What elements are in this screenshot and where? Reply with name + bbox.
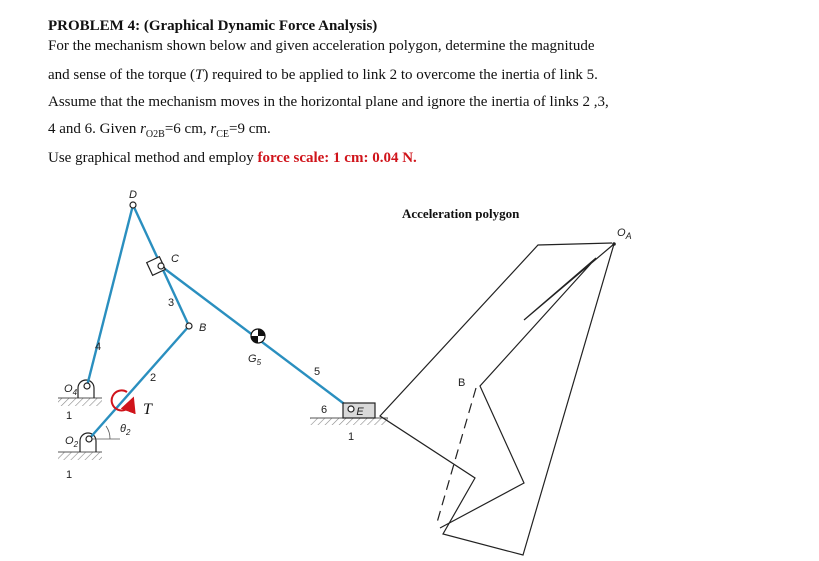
link-4: [87, 205, 133, 386]
label-b: B: [199, 322, 207, 334]
label-o4: $O_4$: [64, 383, 78, 397]
label-e: E: [356, 406, 364, 418]
label-link-2: 2: [150, 372, 157, 384]
force-scale: force scale: 1 cm: 0.04 N.: [257, 150, 417, 166]
joint-b: [186, 323, 192, 329]
mechanism: [58, 189, 388, 481]
problem-title: PROBLEM 4: (Graphical Dynamic Force Analysis): [48, 18, 378, 34]
problem-text-line-3: Assume that the mechanism moves in the horizontal plane and ignore the inertia of links 2 ,3,: [48, 94, 609, 110]
joint-o4: [84, 383, 90, 389]
polygon-origin-point: [612, 242, 616, 246]
label-link-3: 3: [168, 297, 175, 309]
joint-e: [348, 406, 354, 412]
problem-text-line-5: Use graphical method and employ force scale: 1 cm: 0.04 N.: [48, 150, 417, 166]
label-g5: $G_5$: [248, 353, 262, 367]
label-link-4: 4: [95, 341, 102, 353]
label-torque: T: [143, 401, 152, 418]
label-ground-1a: 1: [66, 410, 73, 422]
joint-c: [158, 263, 164, 269]
label-link-6: 6: [321, 404, 328, 416]
polygon-outline-2: [440, 244, 614, 528]
label-ground-1c: 1: [348, 431, 355, 443]
joint-o2: [86, 436, 92, 442]
theta-arc: [106, 426, 110, 439]
label-o2: $O_2$: [65, 435, 79, 449]
problem-text-line-1: For the mechanism shown below and given acceleration polygon, determine the magnitude: [48, 38, 595, 54]
label-ground-1b: 1: [66, 469, 73, 481]
center-of-mass-g5-icon: [251, 329, 265, 343]
polygon-title: Acceleration polygon: [402, 206, 520, 221]
ground-e: [310, 418, 388, 425]
label-d: D: [129, 189, 137, 201]
label-theta2: $\theta_2$: [120, 423, 131, 437]
link-2: [89, 326, 189, 439]
polygon-outline-1: [380, 243, 614, 555]
label-link-5: 5: [314, 366, 321, 378]
joint-d: [130, 202, 136, 208]
problem-text-line-2: and sense of the torque (T) required to be applied to link 2 to overcome the inertia of link 5.: [48, 67, 598, 83]
label-origin-oa: $O_A$: [617, 227, 632, 241]
label-c: C: [171, 253, 179, 265]
problem-text-line-4: 4 and 6. Given $r_{O2B}=6$ cm, $r_{CE}=9$ cm.: [48, 121, 271, 140]
label-b-polygon: B: [458, 377, 466, 389]
acceleration-polygon: [380, 206, 632, 555]
